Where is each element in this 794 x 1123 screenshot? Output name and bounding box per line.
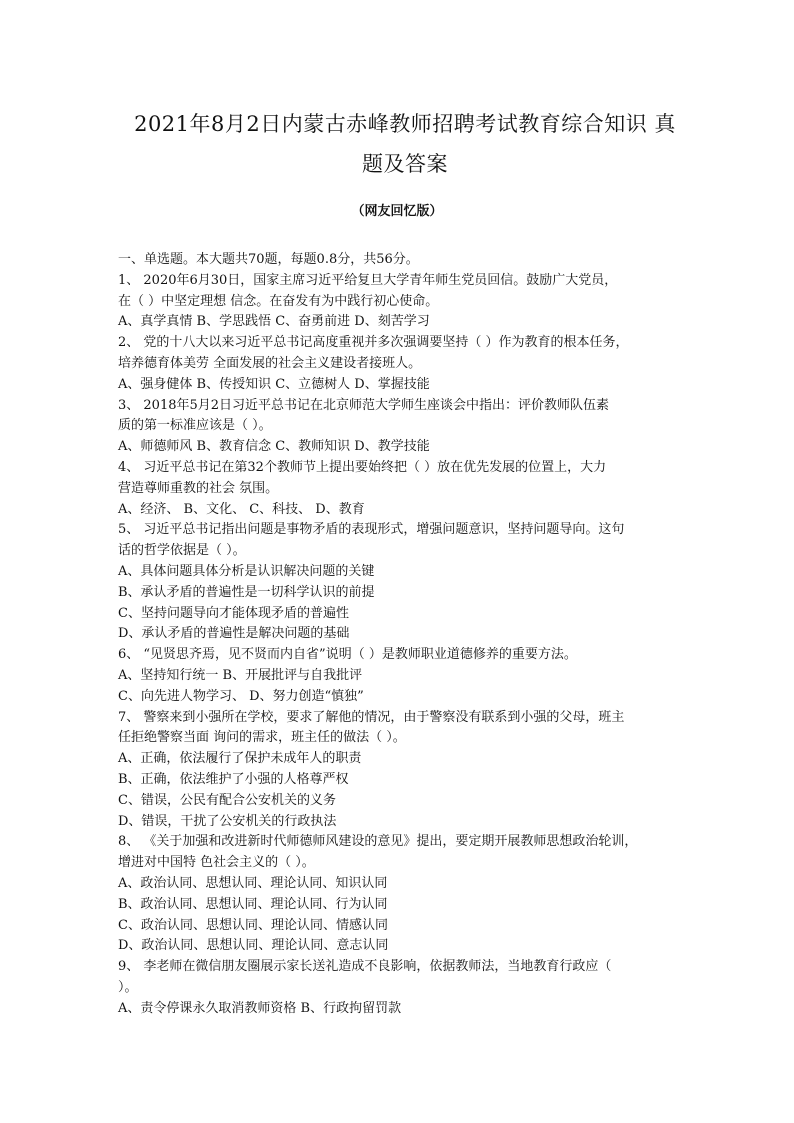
text-line: 任拒绝警察当面 询问的需求，班主任的做法（ ）。 bbox=[118, 730, 406, 746]
text-line: A、坚持知行统一 B、开展批评与自我批评 bbox=[118, 667, 363, 683]
text-line: 2、 党的十八大以来习近平总书记高度重视并多次强调要坚持（ ）作为教育的根本任务， bbox=[118, 335, 629, 351]
text-line: 4、 习近平总书记在第32个教师节上提出要始终把（ ）放在优先发展的位置上，大力 bbox=[118, 459, 607, 475]
text-line: A、经济、 B、文化、 C、科技、 D、教育 bbox=[118, 501, 365, 517]
text-line: 8、 《关于加强和改进新时代师德师风建设的意见》提出，要定期开展教师思想政治轮训， bbox=[118, 834, 638, 850]
text-line: A、师德师风 B、教育信念 C、教师知识 D、教学技能 bbox=[118, 439, 430, 455]
text-line: D、承认矛盾的普遍性是解决问题的基础 bbox=[118, 626, 350, 642]
text-line: D、错误，干扰了公安机关的行政执法 bbox=[118, 813, 337, 829]
text-line: A、具体问题具体分析是认识解决问题的关键 bbox=[118, 563, 375, 579]
text-line: C、坚持问题导向才能体现矛盾的普遍性 bbox=[118, 605, 349, 621]
text-line: 质的第一标准应该是（ ）。 bbox=[118, 418, 272, 434]
text-line: 一、单选题。本大题共70题，每题0.8分，共56分。 bbox=[118, 252, 419, 267]
text-line: C、向先进人物学习、 D、努力创造“慎独” bbox=[118, 688, 364, 704]
text-line: 在（ ）中坚定理想 信念。在奋发有为中践行初心使命。 bbox=[118, 293, 439, 309]
text-line: 6、 “见贤思齐焉，见不贤而内自省”说明（ ）是教师职业道德修养的重要方法。 bbox=[118, 647, 577, 663]
document-subtitle: （网友回忆版） bbox=[351, 204, 443, 219]
text-line: C、错误，公民有配合公安机关的义务 bbox=[118, 792, 336, 808]
text-line: 话的哲学依据是（ ）。 bbox=[118, 543, 246, 559]
text-line: 5、 习近平总书记指出问题是事物矛盾的表现形式，增强问题意识，坚持问题导向。这句 bbox=[118, 522, 625, 538]
title-line-1: 2021年8月2日内蒙古赤峰教师招聘考试教育综合知识 真 bbox=[134, 112, 676, 136]
text-line: A、政治认同、思想认同、理论认同、知识认同 bbox=[118, 875, 388, 891]
text-line: 7、 警察来到小强所在学校，要求了解他的情况，由于警察没有联系到小强的父母，班主 bbox=[118, 709, 625, 725]
text-line: A、正确，依法履行了保护未成年人的职责 bbox=[118, 751, 362, 767]
title-line-2: 题及答案 bbox=[362, 152, 448, 176]
text-line: 1、 2020年6月30日，国家主席习近平给复旦大学青年师生党员回信。鼓励广大党员， bbox=[118, 272, 618, 288]
text-line: B、承认矛盾的普遍性是一切科学认识的前提 bbox=[118, 584, 375, 600]
text-line: 增进对中国特 色社会主义的（ ）。 bbox=[118, 855, 315, 871]
text-line: 9、 李老师在微信朋友圈展示家长送礼造成不良影响，依据教师法，当地教育行政应（ bbox=[118, 959, 612, 975]
text-line: 培养德育体美劳 全面发展的社会主义建设者接班人。 bbox=[118, 355, 422, 371]
text-line: A、责令停课永久取消教师资格 B、行政拘留罚款 bbox=[118, 1000, 402, 1016]
document-title bbox=[110, 104, 700, 184]
text-line: B、政治认同、思想认同、理论认同、行为认同 bbox=[118, 896, 388, 912]
text-line: A、真学真情 B、学思践悟 C、奋勇前进 D、刻苦学习 bbox=[118, 314, 430, 330]
text-line: A、强身健体 B、传授知识 C、立德树人 D、掌握技能 bbox=[118, 376, 430, 392]
text-line: ）。 bbox=[118, 979, 138, 995]
text-line: C、政治认同、思想认同、理论认同、情感认同 bbox=[118, 917, 388, 933]
text-line: B、正确，依法维护了小强的人格尊严权 bbox=[118, 771, 349, 787]
text-line: D、政治认同、思想认同、理论认同、意志认同 bbox=[118, 938, 389, 954]
text-line: 3、 2018年5月2日习近平总书记在北京师范大学师生座谈会中指出：评价教师队伍素 bbox=[118, 397, 610, 413]
text-line: 营造尊师重教的社会 氛围。 bbox=[118, 480, 279, 496]
question-list bbox=[118, 250, 684, 1019]
